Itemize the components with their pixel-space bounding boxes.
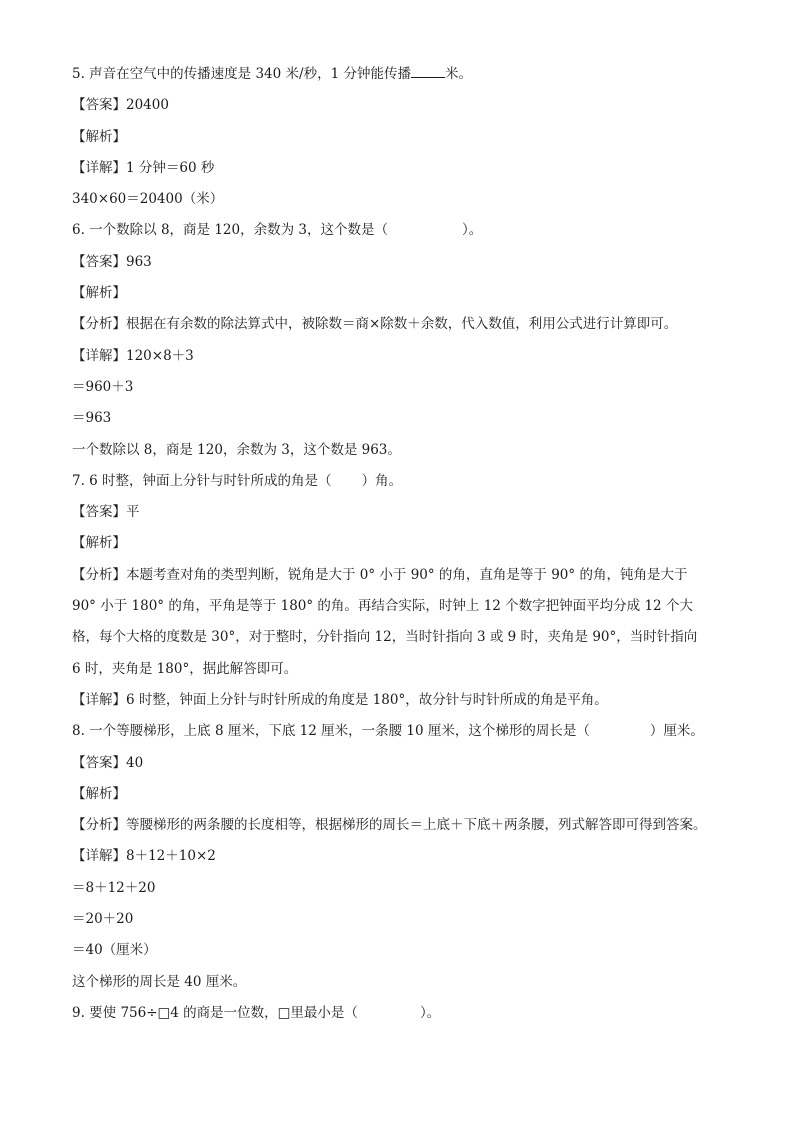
- fenxi-line: 本题考查对角的类型判断，锐角是大于 0° 小于 90° 的角，直角是等于 90° 的角，钝角是大于: [126, 566, 688, 583]
- question-8-detail-line-3: [72, 907, 732, 938]
- detail-line: 6 时整，钟面上分针与时针所成的角度是 180°，故分针与时针所成的角是平角。: [126, 691, 608, 708]
- question-6-stem-end: ）。: [462, 222, 483, 239]
- question-5-stem-end: 米。: [444, 66, 472, 82]
- fenxi-tag: 【分析】: [72, 817, 126, 834]
- question-9-stem-text: 9. 要使 756÷□4 的商是一位数，□里最小是（: [72, 1004, 358, 1021]
- analysis-tag: 【解析】: [72, 785, 126, 802]
- fenxi-tag: 【分析】: [72, 316, 126, 333]
- question-7-fenxi-line-4: [72, 657, 732, 688]
- detail-line: 8＋12＋10×2: [126, 848, 216, 865]
- question-8-analysis-tag: [72, 782, 732, 813]
- fenxi-line: 6 时，夹角是 180°，据此解答即可。: [72, 660, 298, 677]
- answer-value: 20400: [126, 97, 169, 114]
- question-7-detail: [72, 688, 732, 719]
- question-7-stem-end: ）角。: [361, 472, 403, 489]
- detail-line: 340×60＝20400（米）: [72, 191, 224, 208]
- detail-line: ＝20＋20: [72, 911, 134, 928]
- question-8-fenxi: [72, 813, 732, 844]
- document-page: [72, 62, 732, 1032]
- question-5-stem: [72, 62, 732, 93]
- fenxi-line: 90° 小于 180° 的角，平角是等于 180° 的角。再结合实际，时钟上 12 个数字把钟面平均分成 12 个大: [72, 598, 693, 615]
- detail-line: ＝8＋12＋20: [72, 879, 156, 896]
- analysis-tag: 【解析】: [72, 128, 126, 145]
- answer-tag: 【答案】: [72, 754, 126, 771]
- question-8-stem: [72, 719, 732, 750]
- question-6-analysis-tag: [72, 281, 732, 312]
- question-5-detail-line-2: [72, 187, 732, 218]
- fill-blank: [411, 63, 445, 78]
- detail-line: 1 分钟＝60 秒: [126, 159, 215, 176]
- question-6-detail: [72, 344, 732, 375]
- question-5-answer: [72, 93, 732, 124]
- question-6-detail-line-3: [72, 406, 732, 437]
- answer-tag: 【答案】: [72, 253, 126, 270]
- detail-tag: 【详解】: [72, 691, 126, 708]
- answer-value: 平: [126, 504, 140, 521]
- question-8-stem-text: 8. 一个等腰梯形，上底 8 厘米，下底 12 厘米，一条腰 10 厘米，这个梯形的周长是（: [72, 723, 590, 740]
- detail-line: ＝963: [72, 410, 112, 427]
- detail-line: ＝960＋3: [72, 378, 134, 395]
- detail-tag: 【详解】: [72, 159, 126, 176]
- question-7-stem-text: 7. 6 时整，钟面上分针与时针所成的角是（: [72, 472, 332, 489]
- detail-line: ＝40（厘米）: [72, 942, 157, 959]
- detail-tag: 【详解】: [72, 347, 126, 364]
- question-8-detail-line-5: [72, 970, 732, 1001]
- question-7-analysis-tag: [72, 531, 732, 562]
- question-6-fenxi: [72, 312, 732, 343]
- question-9-stem-end: ）。: [419, 1004, 441, 1021]
- question-6-stem: [72, 218, 732, 249]
- answer-value: 40: [126, 754, 144, 771]
- answer-value: 963: [126, 253, 152, 270]
- answer-tag: 【答案】: [72, 504, 126, 521]
- answer-tag: 【答案】: [72, 97, 126, 114]
- question-8-detail-line-2: [72, 876, 732, 907]
- question-6-stem-text: 6. 一个数除以 8，商是 120，余数为 3，这个数是（: [72, 222, 388, 239]
- question-6-answer: [72, 250, 732, 281]
- detail-tag: 【详解】: [72, 848, 126, 865]
- question-8-detail: [72, 844, 732, 875]
- question-5-stem-text: 5. 声音在空气中的传播速度是 340 米/秒，1 分钟能传播: [72, 66, 411, 82]
- question-7-stem: [72, 469, 732, 500]
- question-9-stem: [72, 1001, 732, 1032]
- question-8-detail-line-4: [72, 938, 732, 969]
- fenxi-tag: 【分析】: [72, 566, 126, 583]
- question-7-fenxi: [72, 563, 732, 594]
- fenxi-line: 格，每个大格的度数是 30°，对于整时，分针指向 12，当时针指向 3 或 9 时，夹角是 90°，当时针指向: [72, 629, 698, 646]
- question-5-detail: [72, 156, 732, 187]
- detail-line: 120×8＋3: [126, 347, 194, 364]
- fenxi-line: 等腰梯形的两条腰的长度相等，根据梯形的周长＝上底＋下底＋两条腰，列式解答即可得到答案。: [126, 817, 707, 834]
- question-6-detail-line-2: [72, 375, 732, 406]
- question-8-stem-end: ）厘米。: [649, 723, 704, 740]
- question-7-answer: [72, 500, 732, 531]
- question-7-fenxi-line-3: [72, 625, 732, 656]
- question-8-answer: [72, 751, 732, 782]
- detail-line: 一个数除以 8，商是 120，余数为 3，这个数是 963。: [72, 441, 401, 458]
- question-6-detail-line-4: [72, 438, 732, 469]
- question-7-fenxi-line-2: [72, 594, 732, 625]
- analysis-tag: 【解析】: [72, 535, 126, 552]
- detail-line: 这个梯形的周长是 40 厘米。: [72, 973, 247, 990]
- fenxi-line: 根据在有余数的除法算式中，被除数＝商×除数＋余数，代入数值，利用公式进行计算即可。: [126, 316, 678, 333]
- question-5-analysis-tag: [72, 125, 732, 156]
- analysis-tag: 【解析】: [72, 285, 126, 302]
